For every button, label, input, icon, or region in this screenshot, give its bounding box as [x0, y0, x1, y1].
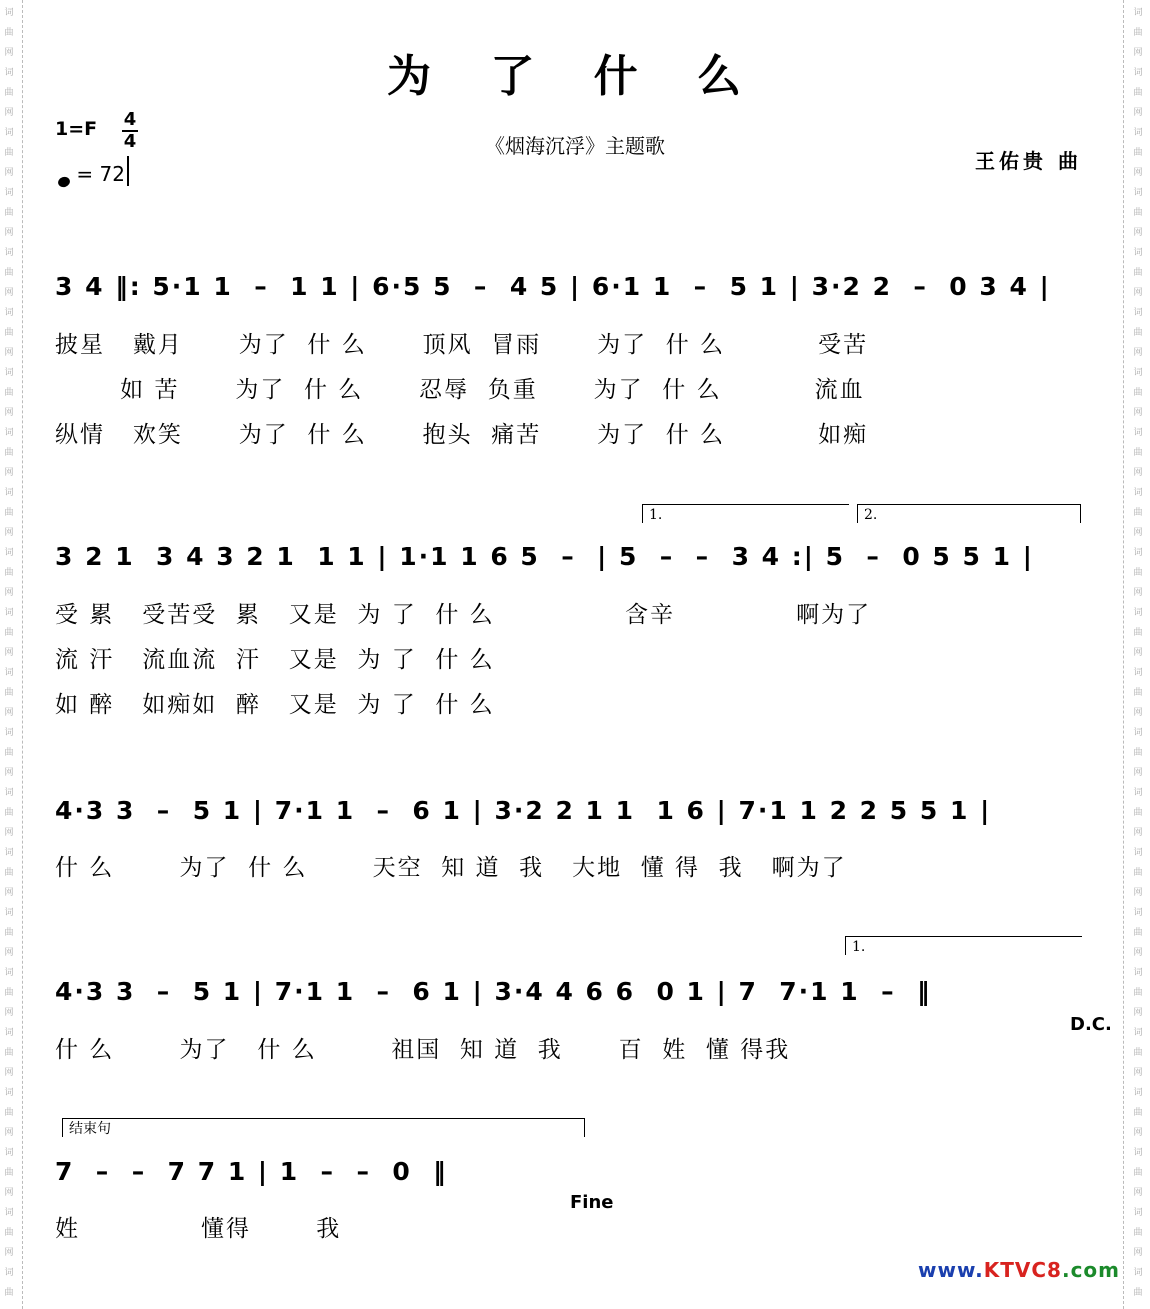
side-watermark-char: 词: [4, 128, 14, 138]
composer: 王佑贵 曲: [975, 149, 1082, 173]
side-watermark-char: 曲: [1133, 508, 1143, 518]
side-watermark-char: 网: [4, 1008, 14, 1018]
side-watermark-char: 网: [4, 768, 14, 778]
volta-2: 2.: [857, 504, 1081, 523]
side-watermark-char: 曲: [1133, 268, 1143, 278]
side-watermark-char: 网: [4, 528, 14, 538]
side-watermark-char: 网: [1133, 1128, 1143, 1138]
side-watermark-char: 词: [1133, 788, 1143, 798]
side-watermark-char: 曲: [4, 628, 14, 638]
side-watermark-char: 词: [1133, 1028, 1143, 1038]
lyric-line-2-1: 受 累 受苦受 累 又是 为 了 什 么 含辛 啊为了: [55, 602, 872, 628]
side-watermark-char: 词: [4, 1088, 14, 1098]
side-watermark-char: 词: [1133, 68, 1143, 78]
side-watermark-char: 曲: [1133, 448, 1143, 458]
side-watermark-right: [1123, 0, 1150, 1309]
side-watermark-char: 曲: [4, 388, 14, 398]
side-watermark-char: 词: [1133, 248, 1143, 258]
side-watermark-char: 词: [1133, 1268, 1143, 1278]
side-watermark-char: 网: [4, 708, 14, 718]
side-watermark-char: 网: [4, 1248, 14, 1258]
side-watermark-char: 曲: [1133, 88, 1143, 98]
side-watermark-char: 网: [1133, 408, 1143, 418]
side-watermark-char: 词: [4, 1148, 14, 1158]
side-watermark-char: 网: [1133, 48, 1143, 58]
side-watermark-char: 曲: [1133, 148, 1143, 158]
side-watermark-char: 网: [4, 588, 14, 598]
side-watermark-char: 网: [1133, 528, 1143, 538]
side-watermark-char: 网: [4, 1128, 14, 1138]
side-watermark-char: 曲: [4, 268, 14, 278]
side-watermark-char: 词: [1133, 1148, 1143, 1158]
time-top: 4: [123, 109, 137, 130]
side-watermark-char: 网: [1133, 288, 1143, 298]
volta-1-second: 1.: [845, 936, 1082, 955]
side-watermark-char: 曲: [4, 808, 14, 818]
side-watermark-char: 曲: [1133, 1048, 1143, 1058]
side-watermark-char: 网: [1133, 1008, 1143, 1018]
side-watermark-char: 词: [4, 608, 14, 618]
notation-line-3: 4·3 3 – 5 1 | 7·1 1 – 6 1 | 3·2 2 1 1 1 6 | 7·1 1 2 2 5 5 1 |: [55, 796, 992, 825]
notation-line-1: 3 4 ‖: 5·1 1 – 1 1 | 6·5 5 – 4 5 | 6·1 1 – 5 1 | 3·2 2 – 0 3 4 |: [55, 272, 1051, 301]
dc-mark: D.C.: [1070, 1014, 1112, 1035]
side-watermark-char: 词: [4, 968, 14, 978]
side-watermark-char: 词: [4, 68, 14, 78]
side-watermark-char: 曲: [1133, 208, 1143, 218]
side-watermark-char: 词: [4, 188, 14, 198]
side-watermark-char: 词: [1133, 8, 1143, 18]
side-watermark-char: 曲: [1133, 748, 1143, 758]
side-watermark-left: [0, 0, 23, 1309]
side-watermark-char: 词: [1133, 1208, 1143, 1218]
side-watermark-char: 词: [1133, 968, 1143, 978]
side-watermark-char: 网: [4, 108, 14, 118]
side-watermark-char: 词: [1133, 668, 1143, 678]
side-watermark-char: 网: [1133, 828, 1143, 838]
lyric-line-2-2: 流 汗 流血流 汗 又是 为 了 什 么: [55, 647, 495, 673]
side-watermark-char: 词: [4, 848, 14, 858]
side-watermark-char: 词: [4, 1268, 14, 1278]
fine-mark: Fine: [570, 1192, 614, 1213]
side-watermark-char: 词: [1133, 1088, 1143, 1098]
side-watermark-char: 网: [1133, 768, 1143, 778]
side-watermark-char: 曲: [1133, 1228, 1143, 1238]
side-watermark-char: 网: [4, 288, 14, 298]
lyric-line-4-1: 什 么 为了 什 么 祖国 知 道 我 百 姓 懂 得我: [55, 1037, 791, 1063]
side-watermark-char: 词: [1133, 728, 1143, 738]
side-watermark-char: 曲: [1133, 1288, 1143, 1298]
side-watermark-char: 曲: [4, 208, 14, 218]
side-watermark-char: 网: [4, 408, 14, 418]
side-watermark-char: 曲: [4, 508, 14, 518]
side-watermark-char: 曲: [4, 688, 14, 698]
side-watermark-char: 曲: [4, 748, 14, 758]
side-watermark-char: 网: [1133, 1188, 1143, 1198]
side-watermark-char: 网: [1133, 708, 1143, 718]
side-watermark-char: 词: [4, 908, 14, 918]
side-watermark-char: 网: [4, 888, 14, 898]
time-bottom: 4: [123, 131, 137, 152]
side-watermark-char: 词: [1133, 368, 1143, 378]
side-watermark-char: 曲: [4, 868, 14, 878]
side-watermark-char: 曲: [1133, 1108, 1143, 1118]
side-watermark-char: 曲: [4, 988, 14, 998]
side-watermark-char: 网: [4, 948, 14, 958]
side-watermark-char: 网: [1133, 888, 1143, 898]
side-watermark-char: 网: [1133, 348, 1143, 358]
side-watermark-char: 曲: [4, 1288, 14, 1298]
quarter-note-icon: [57, 175, 72, 189]
side-watermark-char: 词: [4, 368, 14, 378]
side-watermark-char: 词: [1133, 548, 1143, 558]
lyric-line-2-3: 如 醉 如痴如 醉 又是 为 了 什 么: [55, 692, 495, 718]
side-watermark-char: 曲: [1133, 988, 1143, 998]
side-watermark-char: 曲: [1133, 628, 1143, 638]
side-watermark-char: 词: [1133, 428, 1143, 438]
side-watermark-char: 网: [1133, 1068, 1143, 1078]
side-watermark-char: 曲: [1133, 328, 1143, 338]
lyric-line-5-1: 姓 懂得 我: [55, 1216, 342, 1242]
side-watermark-char: 词: [1133, 308, 1143, 318]
side-watermark-char: 词: [4, 248, 14, 258]
side-watermark-char: 曲: [1133, 868, 1143, 878]
volta-1: 1.: [642, 504, 849, 523]
side-watermark-char: 词: [1133, 608, 1143, 618]
side-watermark-char: 词: [1133, 128, 1143, 138]
notation-line-2: 3 2 1 3 4 3 2 1 1 1 | 1·1 1 6 5 – | 5 – – 3 4 :| 5 – 0 5 5 1 |: [55, 542, 1034, 571]
key-signature: 1=F: [55, 118, 98, 140]
side-watermark-char: 网: [4, 1188, 14, 1198]
side-watermark-char: 曲: [4, 148, 14, 158]
side-watermark-char: 词: [1133, 488, 1143, 498]
side-watermark-char: 网: [1133, 228, 1143, 238]
side-watermark-char: 曲: [1133, 28, 1143, 38]
side-watermark-char: 网: [4, 168, 14, 178]
lyric-line-1-2: 如 苦 为了 什 么 忍辱 负重 为了 什 么 流血: [55, 377, 865, 403]
side-watermark-char: 网: [4, 648, 14, 658]
side-watermark-char: 词: [4, 1208, 14, 1218]
side-watermark-char: 网: [4, 468, 14, 478]
side-watermark-char: 网: [1133, 948, 1143, 958]
coda-bracket: 结束句: [62, 1118, 585, 1137]
side-watermark-char: 曲: [1133, 928, 1143, 938]
side-watermark-char: 词: [4, 308, 14, 318]
side-watermark-char: 词: [4, 428, 14, 438]
side-watermark-char: 词: [4, 668, 14, 678]
side-watermark-char: 曲: [4, 328, 14, 338]
side-watermark-char: 曲: [4, 28, 14, 38]
side-watermark-char: 曲: [4, 1228, 14, 1238]
lyric-line-1-3: 纵情 欢笑 为了 什 么 抱头 痛苦 为了 什 么 如痴: [55, 422, 869, 448]
side-watermark-char: 网: [1133, 1248, 1143, 1258]
side-watermark-char: 网: [1133, 108, 1143, 118]
side-watermark-char: 网: [1133, 468, 1143, 478]
side-watermark-char: 曲: [1133, 688, 1143, 698]
side-watermark-char: 词: [4, 488, 14, 498]
side-watermark-char: 曲: [4, 1108, 14, 1118]
url-part-3: .com: [1061, 1258, 1121, 1282]
side-watermark-char: 网: [4, 348, 14, 358]
side-watermark-char: 词: [1133, 908, 1143, 918]
side-watermark-char: 曲: [1133, 568, 1143, 578]
site-url: [918, 1258, 1120, 1282]
side-watermark-char: 曲: [1133, 388, 1143, 398]
tempo-marking: [58, 162, 125, 186]
url-part-2: KTVC8: [983, 1258, 1062, 1282]
side-watermark-char: 词: [1133, 188, 1143, 198]
song-title: 为 了 什 么: [387, 51, 763, 102]
side-watermark-char: 曲: [4, 568, 14, 578]
side-watermark-char: 词: [4, 8, 14, 18]
side-watermark-char: 网: [1133, 168, 1143, 178]
side-watermark-char: 网: [4, 828, 14, 838]
side-watermark-char: 曲: [4, 448, 14, 458]
subtitle: 《烟海沉浮》主题歌: [485, 134, 665, 158]
side-watermark-char: 词: [4, 788, 14, 798]
side-watermark-char: 词: [4, 1028, 14, 1038]
side-watermark-char: 曲: [4, 88, 14, 98]
side-watermark-char: 曲: [4, 1048, 14, 1058]
lyric-line-1-1: 披星 戴月 为了 什 么 顶风 冒雨 为了 什 么 受苦: [55, 332, 869, 358]
side-watermark-char: 网: [1133, 588, 1143, 598]
side-watermark-char: 词: [4, 548, 14, 558]
side-watermark-char: 网: [4, 48, 14, 58]
side-watermark-char: 词: [1133, 848, 1143, 858]
side-watermark-char: 词: [4, 728, 14, 738]
side-watermark-char: 网: [4, 228, 14, 238]
side-watermark-char: 曲: [4, 928, 14, 938]
side-watermark-char: 曲: [1133, 808, 1143, 818]
notation-line-4: 4·3 3 – 5 1 | 7·1 1 – 6 1 | 3·4 4 6 6 0 1 | 7 7·1 1 – ‖: [55, 977, 932, 1006]
url-part-1: www.: [918, 1258, 984, 1282]
side-watermark-char: 网: [1133, 648, 1143, 658]
side-watermark-char: 曲: [1133, 1168, 1143, 1178]
side-watermark-char: 网: [4, 1068, 14, 1078]
lyric-line-3-1: 什 么 为了 什 么 天空 知 道 我 大地 懂 得 我 啊为了: [55, 855, 847, 881]
side-watermark-char: 曲: [4, 1168, 14, 1178]
notation-line-5: 7 – – 7 7 1 | 1 – – 0 ‖: [55, 1157, 448, 1186]
tempo-value: = 72: [76, 162, 125, 186]
